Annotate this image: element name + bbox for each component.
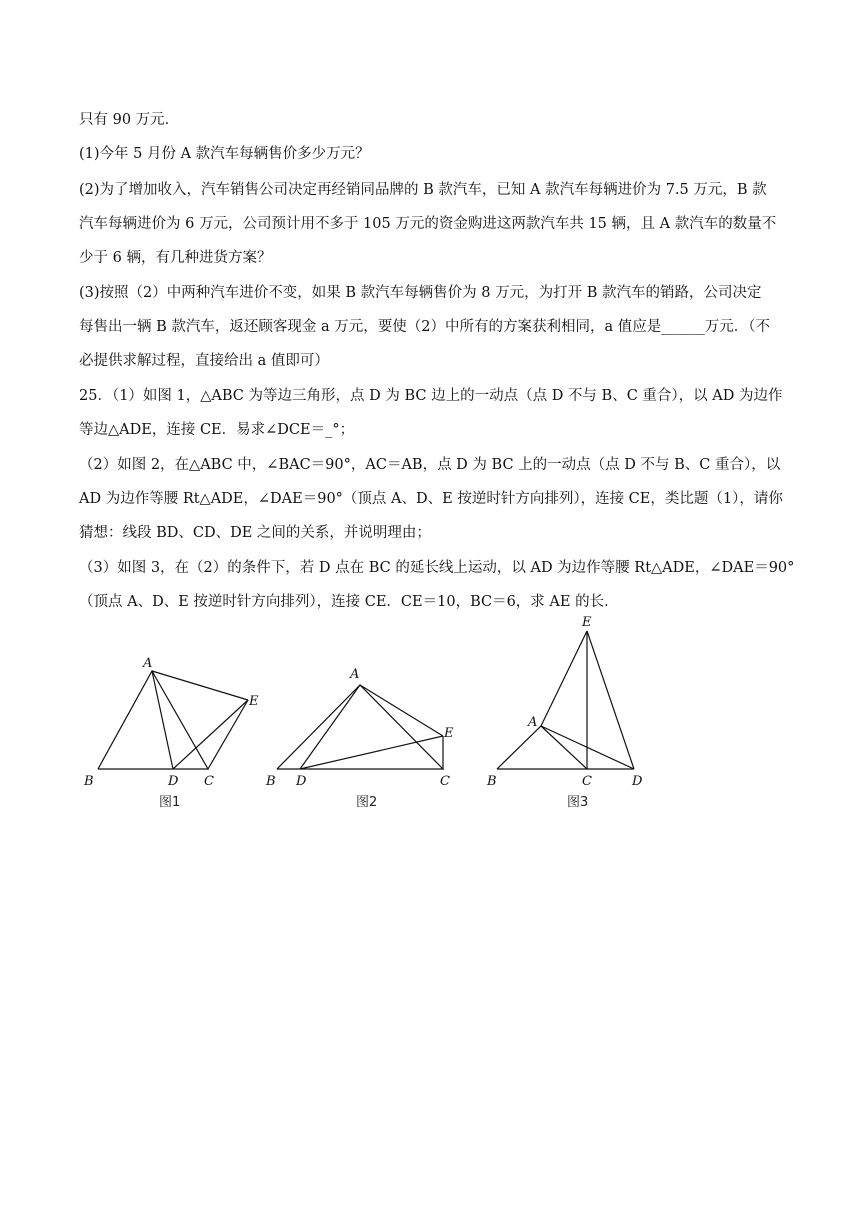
fig3-label-d: D bbox=[632, 774, 643, 789]
fig1-label-e: E bbox=[249, 694, 259, 709]
question-25-part-3-line-2: （顶点 A、D、E 按逆时针方向排列），连接 CE．CE＝10，BC＝6，求 AE 的长． bbox=[79, 594, 619, 610]
fig1-label-a: A bbox=[143, 656, 153, 671]
question-25-part-3-line-1: （3）如图 3，在（2）的条件下，若 D 点在 BC 的延长线上运动，以 AD 为边作等腰 Rt△ADE，∠DAE＝90° bbox=[79, 560, 795, 576]
fig2-label-e: E bbox=[444, 726, 454, 741]
fig3-segment-ae bbox=[541, 631, 587, 726]
fig3-label-c: C bbox=[582, 774, 592, 789]
question-25-part-2-line-1: （2）如图 2，在△ABC 中，∠BAC＝90°，AC＝AB，点 D 为 BC 上的一动点（点 D 不与 B、C 重合），以 bbox=[79, 457, 781, 473]
fig3-triangle-abc bbox=[497, 726, 587, 769]
fig2-label-d: D bbox=[296, 774, 307, 789]
fig2-label-c: C bbox=[440, 774, 450, 789]
fig1-label-c: C bbox=[204, 774, 214, 789]
fig3-label-a: A bbox=[528, 715, 538, 730]
question-part-3-line-2: 每售出一辆 B 款汽车，返还顾客现金 a 万元，要使（2）中所有的方案获利相同，a 值应是______万元．（不 bbox=[79, 319, 770, 335]
question-part-3-line-3: 必提供求解过程，直接给出 a 值即可） bbox=[79, 353, 329, 369]
question-part-2-line-1: (2)为了增加收入，汽车销售公司决定再经销同品牌的 B 款汽车，已知 A 款汽车每辆进价为 7.5 万元，B 款 bbox=[79, 182, 767, 198]
fig1-label-b: B bbox=[84, 774, 94, 789]
fig1-caption: 图1 bbox=[159, 795, 181, 810]
question-part-2-line-2: 汽车每辆进价为 6 万元，公司预计用不多于 105 万元的资金购进这两款汽车共 15 辆，且 A 款汽车的数量不 bbox=[79, 216, 777, 232]
question-part-1: (1)今年 5 月份 A 款汽车每辆售价多少万元？ bbox=[79, 146, 370, 162]
question-25-part-1-line-2: 等边△ADE，连接 CE．易求∠DCE＝_°； bbox=[79, 422, 355, 438]
fig3-label-e: E bbox=[582, 615, 592, 630]
question-part-3-line-1: (3)按照（2）中两种汽车进价不变，如果 B 款汽车每辆售价为 8 万元，为打开 B 款汽车的销路，公司决定 bbox=[79, 285, 762, 301]
fig1-label-d: D bbox=[168, 774, 179, 789]
figure-3-geometry bbox=[497, 631, 634, 769]
fig3-label-b: B bbox=[487, 774, 497, 789]
question-25-part-2-line-3: 猜想：线段 BD、CD、DE 之间的关系，并说明理由； bbox=[79, 525, 431, 541]
text-line: 只有 90 万元． bbox=[79, 112, 180, 128]
question-25-part-1-line-1: 25．（1）如图 1，△ABC 为等边三角形，点 D 为 BC 边上的一动点（点 D 不与 B、C 重合），以 AD 为边作 bbox=[79, 388, 783, 404]
fig3-segment-de bbox=[587, 631, 634, 769]
question-25-part-2-line-2: AD 为边作等腰 Rt△ADE，∠DAE＝90°（顶点 A、D、E 按逆时针方向排列），连接 CE，类比题（1），请你 bbox=[79, 491, 783, 507]
fig3-caption: 图3 bbox=[567, 795, 589, 810]
fig2-label-b: B bbox=[266, 774, 276, 789]
fig2-caption: 图2 bbox=[356, 795, 378, 810]
fig2-label-a: A bbox=[350, 667, 360, 682]
question-part-2-line-3: 少于 6 辆，有几种进货方案？ bbox=[79, 250, 272, 266]
